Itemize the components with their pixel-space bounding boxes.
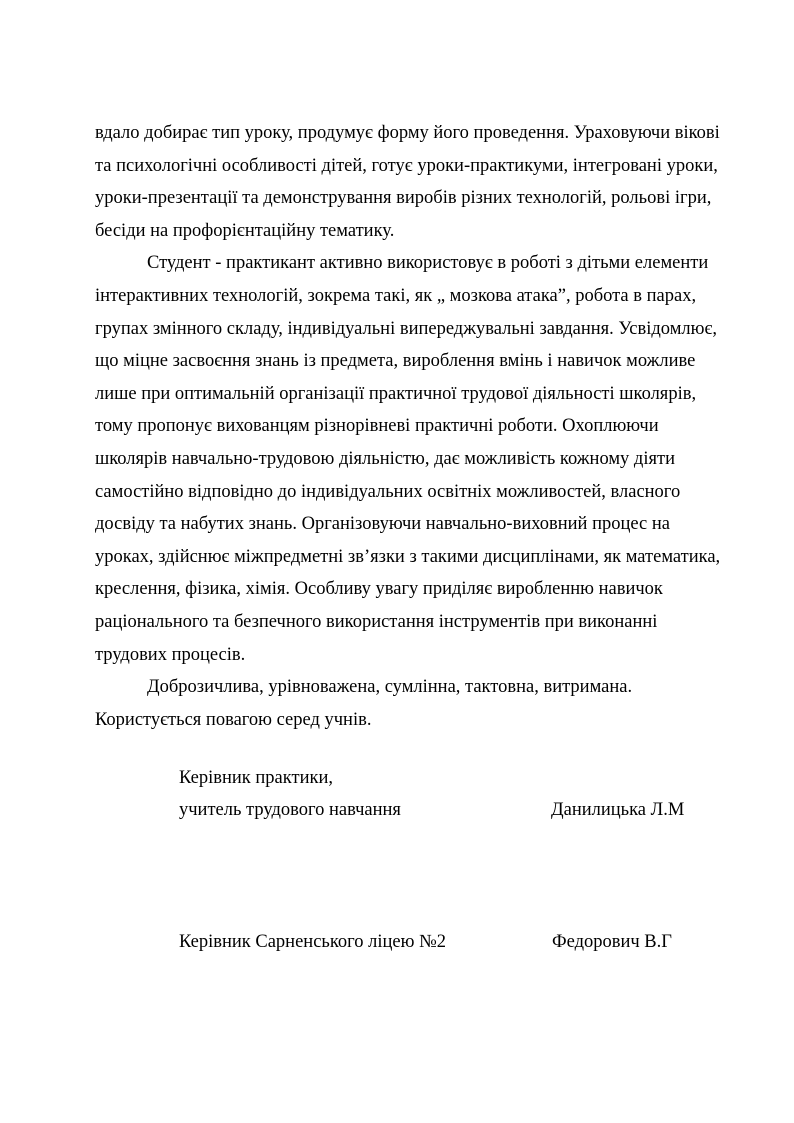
practice-head-title-line2: учитель трудового навчання xyxy=(179,800,401,820)
text-line: уроки-презентації та демонстрування виробів різних технологій, рольові ігри, xyxy=(95,188,712,209)
text-line: школярів навчально-трудовою діяльністю, дає можливість кожному діяти xyxy=(95,448,675,469)
text-line: досвіду та набутих знань. Організовуючи навчально-виховний процес на xyxy=(95,514,670,535)
text-line: тому пропонує вихованцям різнорівневі практичні роботи. Охоплюючи xyxy=(95,416,659,437)
text-line: самостійно відповідно до індивідуальних освітніх можливостей, власного xyxy=(95,481,681,502)
text-line: раціонального та безпечного використання інструментів при виконанні xyxy=(95,611,658,632)
text-line: креслення, фізика, хімія. Особливу увагу приділяє виробленню навичок xyxy=(95,579,663,600)
lyceum-head-title: Керівник Сарненського ліцею №2 xyxy=(179,932,446,952)
text-line: групах змінного складу, індивідуальні випереджувальні завдання. Усвідомлює, xyxy=(95,318,718,339)
text-line: Студент - практикант активно використовує в роботі з дітьми елементи xyxy=(147,253,709,274)
text-line: лише при оптимальній організації практичної трудової діяльності школярів, xyxy=(95,383,697,404)
text-line: Доброзичлива, урівноважена, сумлінна, тактовна, витримана. xyxy=(147,677,633,698)
body-text xyxy=(95,117,745,736)
lyceum-head-name: Федорович В.Г xyxy=(552,932,672,952)
text-line: Користується повагою серед учнів. xyxy=(95,709,372,730)
text-line: інтерактивних технологій, зокрема такі, як „ мозкова атака”, робота в парах, xyxy=(95,285,697,306)
text-line: вдало добирає тип уроку, продумує форму його проведення. Ураховуючи вікові xyxy=(95,123,720,143)
practice-head-title-line1: Керівник практики, xyxy=(179,768,333,788)
text-line: та психологічні особливості дітей, готує уроки-практикуми, інтегровані уроки, xyxy=(95,155,718,176)
text-line: трудових процесів. xyxy=(95,644,246,665)
text-line: що міцне засвоєння знань із предмета, вироблення вмінь і навичок можливе xyxy=(95,351,696,372)
text-line: уроках, здійснює міжпредметні зв’язки з такими дисциплінами, як математика, xyxy=(95,546,721,567)
text-line: бесіди на профорієнтаційну тематику. xyxy=(95,220,395,241)
practice-head-name: Данилицька Л.М xyxy=(551,800,685,820)
